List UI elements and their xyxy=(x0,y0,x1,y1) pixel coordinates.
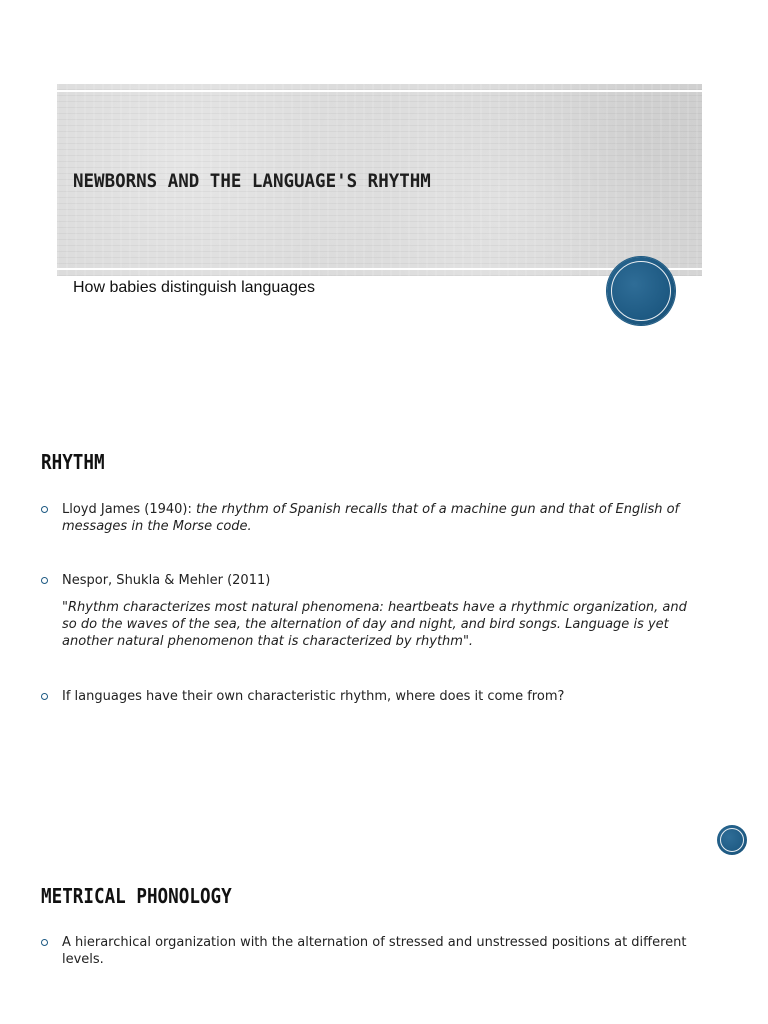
bullet-circle-icon xyxy=(41,506,48,513)
slide-subtitle: How babies distinguish languages xyxy=(73,279,315,296)
slide-title: NEWBORNS AND THE LANGUAGE'S RHYTHM xyxy=(73,170,431,192)
bullet-item xyxy=(41,688,701,705)
bullet-circle-icon xyxy=(41,939,48,946)
section-heading-rhythm: RHYTHM xyxy=(41,450,105,474)
metrical-phonology-slide xyxy=(0,860,768,1024)
citation: Nespor, Shukla & Mehler (2011) xyxy=(62,573,271,588)
bullet-circle-icon xyxy=(41,693,48,700)
circle-badge-decoration xyxy=(607,257,675,325)
bullet-text: A hierarchical organization with the alternation of stressed and unstressed positions at different levels. xyxy=(62,935,687,967)
citation-quote: the rhythm of Spanish recalls that of a machine gun and that of English of messages in the Morse code. xyxy=(62,502,680,534)
bullet-item xyxy=(41,572,701,650)
rhythm-slide xyxy=(0,420,768,860)
bullet-item xyxy=(41,501,701,535)
bullet-item xyxy=(41,934,701,968)
section-heading-metrical-phonology: METRICAL PHONOLOGY xyxy=(41,884,232,908)
bullet-circle-icon xyxy=(41,577,48,584)
circle-badge-decoration xyxy=(717,825,747,855)
bullet-text: If languages have their own characteristic rhythm, where does it come from? xyxy=(62,689,565,704)
title-slide xyxy=(0,0,768,420)
bullet-text xyxy=(62,501,701,535)
citation: Lloyd James (1940): xyxy=(62,502,196,517)
block-quote: "Rhythm characterizes most natural phenomena: heartbeats have a rhythmic organization, and so do the waves of the sea, the alternation of day and night, and bird songs. Language is yet another natural phenomenon that is characterized by rhythm". xyxy=(62,600,687,649)
